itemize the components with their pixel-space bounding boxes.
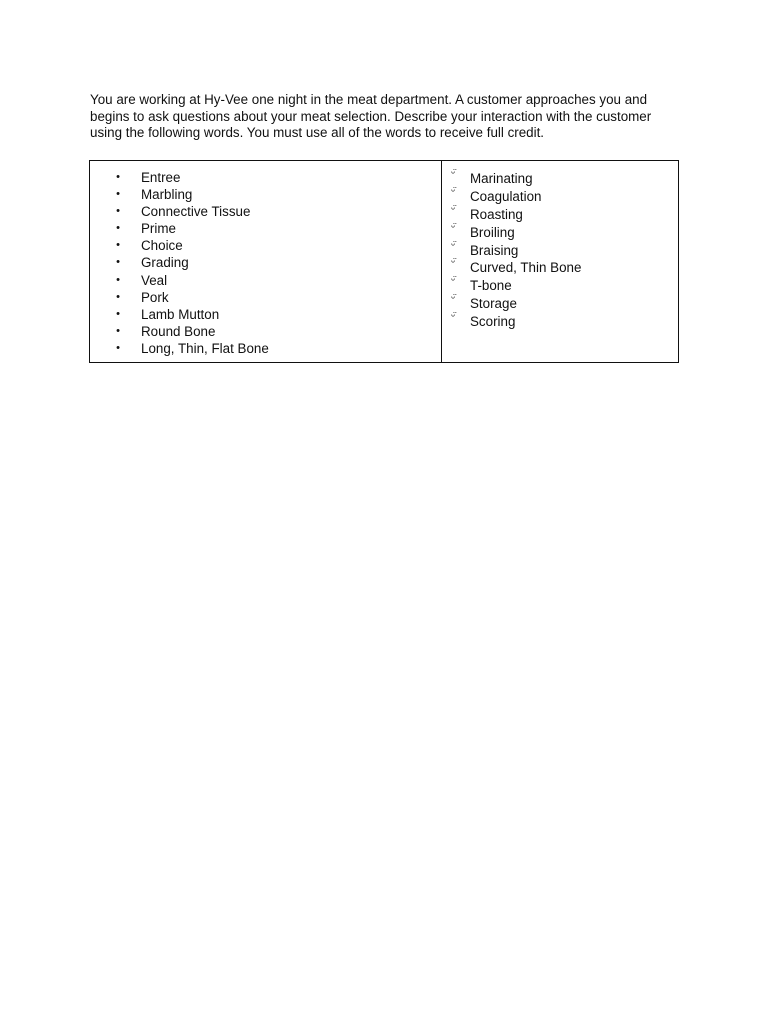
checkbox-bullet-icon: ᵕ̈ — [451, 168, 455, 179]
left-word-column — [90, 161, 442, 363]
list-item — [90, 186, 441, 203]
word-label: Storage — [470, 296, 517, 312]
list-item — [90, 340, 441, 357]
list-item — [90, 169, 441, 186]
word-label: Veal — [141, 272, 168, 288]
word-label: Scoring — [470, 314, 516, 330]
checkbox-bullet-icon: ᵕ̈ — [451, 311, 455, 323]
list-item — [442, 295, 678, 313]
checkbox-bullet-icon: ᵕ̈ — [451, 185, 455, 197]
word-label: T-bone — [470, 278, 512, 294]
list-item — [90, 254, 441, 271]
word-label: Roasting — [470, 206, 523, 222]
left-word-list — [90, 161, 441, 357]
list-item — [442, 185, 678, 206]
right-word-column — [442, 161, 679, 363]
bullet-icon: • — [116, 222, 120, 235]
list-item — [442, 259, 678, 277]
word-label: Marbling — [141, 187, 193, 203]
bullet-icon: • — [116, 239, 120, 252]
list-item — [442, 277, 678, 295]
bullet-icon: • — [116, 324, 120, 337]
bullet-icon: • — [116, 171, 120, 183]
bullet-icon: • — [116, 188, 120, 201]
checkbox-bullet-icon: ᵕ̈ — [451, 203, 455, 215]
bullet-icon: • — [116, 205, 120, 218]
checkbox-bullet-icon: ᵕ̈ — [451, 293, 455, 305]
bullet-icon: • — [116, 273, 120, 286]
word-label: Broiling — [470, 224, 515, 240]
checkbox-bullet-icon: ᵕ̈ — [451, 239, 455, 251]
bullet-icon: • — [116, 307, 120, 320]
list-item — [90, 323, 441, 340]
word-label: Choice — [141, 238, 183, 254]
word-label: Grading — [141, 255, 189, 271]
list-item — [90, 203, 441, 220]
word-label: Curved, Thin Bone — [470, 260, 582, 276]
list-item — [90, 306, 441, 323]
list-item — [442, 203, 678, 224]
list-item — [90, 237, 441, 254]
list-item — [442, 221, 678, 242]
list-item — [90, 289, 441, 306]
word-label: Prime — [141, 221, 176, 237]
word-label: Long, Thin, Flat Bone — [141, 340, 269, 356]
word-label: Entree — [141, 170, 181, 185]
word-label: Connective Tissue — [141, 204, 251, 220]
list-item — [90, 272, 441, 289]
checkbox-bullet-icon: ᵕ̈ — [451, 221, 455, 233]
word-label: Coagulation — [470, 188, 542, 204]
list-item — [442, 170, 678, 188]
checkbox-bullet-icon: ᵕ̈ — [451, 275, 455, 287]
word-label: Braising — [470, 242, 519, 258]
instructions-paragraph: You are working at Hy-Vee one night in the meat department. A customer approaches you and begins to ask questions about your meat selection. Describe your interaction with the customer using the following words. You must use all of the words to receive full credit. — [90, 92, 652, 140]
bullet-icon: • — [116, 341, 120, 354]
bullet-icon: • — [116, 290, 120, 303]
checkbox-bullet-icon: ᵕ̈ — [451, 257, 455, 269]
word-label: Round Bone — [141, 323, 216, 339]
word-label: Lamb Mutton — [141, 306, 220, 322]
list-item — [90, 220, 441, 237]
word-label: Marinating — [470, 171, 533, 186]
word-label: Pork — [141, 289, 169, 305]
right-word-list — [442, 161, 678, 331]
vocabulary-table — [89, 160, 679, 363]
list-item — [442, 239, 678, 260]
bullet-icon: • — [116, 256, 120, 269]
list-item — [442, 313, 678, 331]
